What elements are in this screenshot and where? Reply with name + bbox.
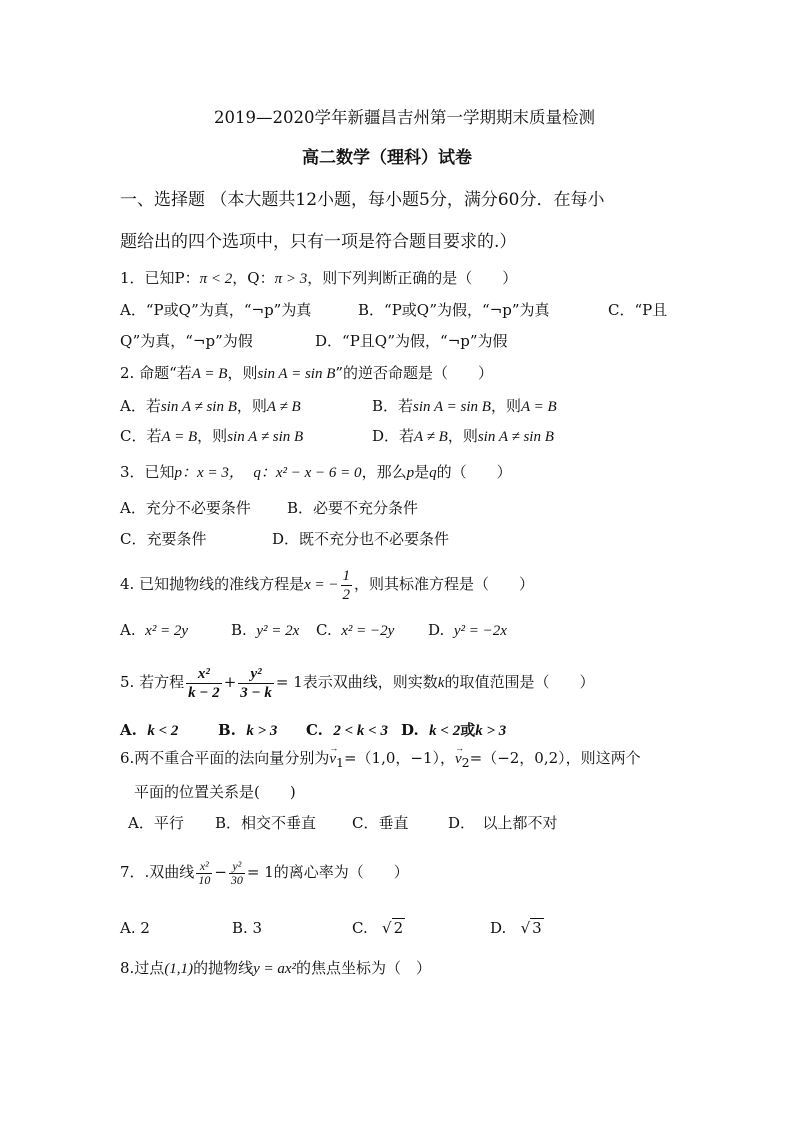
question-1-option-c-part1: C．“P且 xyxy=(608,301,668,319)
question-6-option-a: A．平行 xyxy=(128,814,184,832)
fraction-one-half: $\frac{1}{2}$ xyxy=(342,567,350,603)
question-2-option-a: A．若sin A ≠ sin B，则A ≠ B xyxy=(120,397,301,415)
question-5-option-b: B. k > 3 xyxy=(218,721,278,739)
question-7-option-a: A. 2 xyxy=(120,919,150,937)
exam-title: 2019—2020学年新疆昌吉州第一学期期末质量检测 xyxy=(214,108,595,127)
question-3-option-d: D．既不充分也不必要条件 xyxy=(272,530,450,548)
section-heading-line2: 题给出的四个选项中，只有一项是符合题目要求的.） xyxy=(120,232,517,252)
fraction-y2-over-30: $\frac{\text{y²}}{30}$ xyxy=(230,858,243,887)
question-4-option-d: D. y² = −2x xyxy=(428,621,507,639)
question-4-option-c: C. x² = −2y xyxy=(316,621,395,639)
question-7-stem: 7．.双曲线 $\frac{\text{x²}}{10}$ − $\frac{\text{y²}}{30}$ = 1的离心率为（ ） xyxy=(120,858,409,887)
exam-subtitle: 高二数学（理科）试卷 xyxy=(302,148,472,168)
section-heading-line1: 一、选择题 （本大题共12小题，每小题5分，满分60分．在每小 xyxy=(120,190,605,210)
question-2-option-b: B．若sin A = sin B，则A = B xyxy=(372,397,557,415)
question-8-stem: 8.过点(1,1)的抛物线y = ax²的焦点坐标为（ ） xyxy=(120,959,432,977)
question-1-stem: 1．已知P：π < 2，Q：π > 3，则下列判断正确的是（ ） xyxy=(120,269,518,287)
fraction-x2-over-k-minus-2: $\frac{\text{x²}}{k - 2}$ xyxy=(188,665,220,701)
question-2-option-d: D．若A ≠ B，则sin A ≠ sin B xyxy=(372,427,554,445)
sqrt-symbol: √ 3 xyxy=(520,919,542,937)
question-2-stem: 2. 命题“若A = B，则sin A = sin B”的逆否命题是（ ） xyxy=(120,364,494,382)
question-7-option-b: B. 3 xyxy=(232,919,263,937)
question-6-option-c: C．垂直 xyxy=(352,814,409,832)
question-3-option-b: B．必要不充分条件 xyxy=(287,499,419,517)
question-4-stem: 4. 已知抛物线的准线方程是x = − $\frac{1}{2}$ ，则其标准方程是（ ） xyxy=(120,567,535,603)
question-4-option-b: B. y² = 2x xyxy=(231,621,300,639)
question-6-option-b: B．相交不垂直 xyxy=(215,814,317,832)
question-3-option-c: C．充要条件 xyxy=(120,530,207,548)
question-1-option-b: B．“P或Q”为假，“¬p”为真 xyxy=(358,301,550,319)
question-7-option-d: D. √ 3 xyxy=(490,919,542,937)
question-5-stem: 5. 若方程 $\frac{\text{x²}}{k - 2}$ + $\frac{\text{y²}}{3 - k}$ = 1表示双曲线，则实数k的取值范围是（ ） xyxy=(120,665,595,701)
question-1-option-c-part2: Q”为真，“¬p”为假 xyxy=(120,332,253,350)
question-6-stem-line2: 平面的位置关系是( ) xyxy=(134,783,296,801)
fraction-x2-over-10: $\frac{\text{x²}}{10}$ xyxy=(198,858,211,887)
question-6-option-d: D． 以上都不对 xyxy=(448,814,558,832)
question-5-option-c: C. 2 < k < 3 xyxy=(306,721,388,739)
question-6-stem-line1: 6.两不重合平面的法向量分别为→ $v_1=(1,0$，−1），→ $v_2=(-2$，0,2），则这两个 xyxy=(120,748,641,773)
sqrt-symbol: √ 2 xyxy=(382,919,404,937)
question-1-option-d: D．“P且Q”为假，“¬p”为假 xyxy=(315,332,508,350)
question-3-option-a: A．充分不必要条件 xyxy=(120,499,251,517)
question-7-option-c: C. √ 2 xyxy=(352,919,404,937)
question-5-option-d: D. k < 2或k > 3 xyxy=(401,721,507,739)
question-1-option-a: A．“P或Q”为真，“¬p”为真 xyxy=(120,301,312,319)
question-5-option-a: A. k < 2 xyxy=(120,721,179,739)
question-2-option-c: C．若A = B，则sin A ≠ sin B xyxy=(120,427,304,445)
question-3-stem: 3．已知p：x = 3， q：x² − x − 6 = 0，那么p是q的（ ） xyxy=(120,463,512,481)
question-4-option-a: A. x² = 2y xyxy=(120,621,189,639)
fraction-y2-over-3-minus-k: $\frac{\text{y²}}{3 - k}$ xyxy=(240,665,272,701)
